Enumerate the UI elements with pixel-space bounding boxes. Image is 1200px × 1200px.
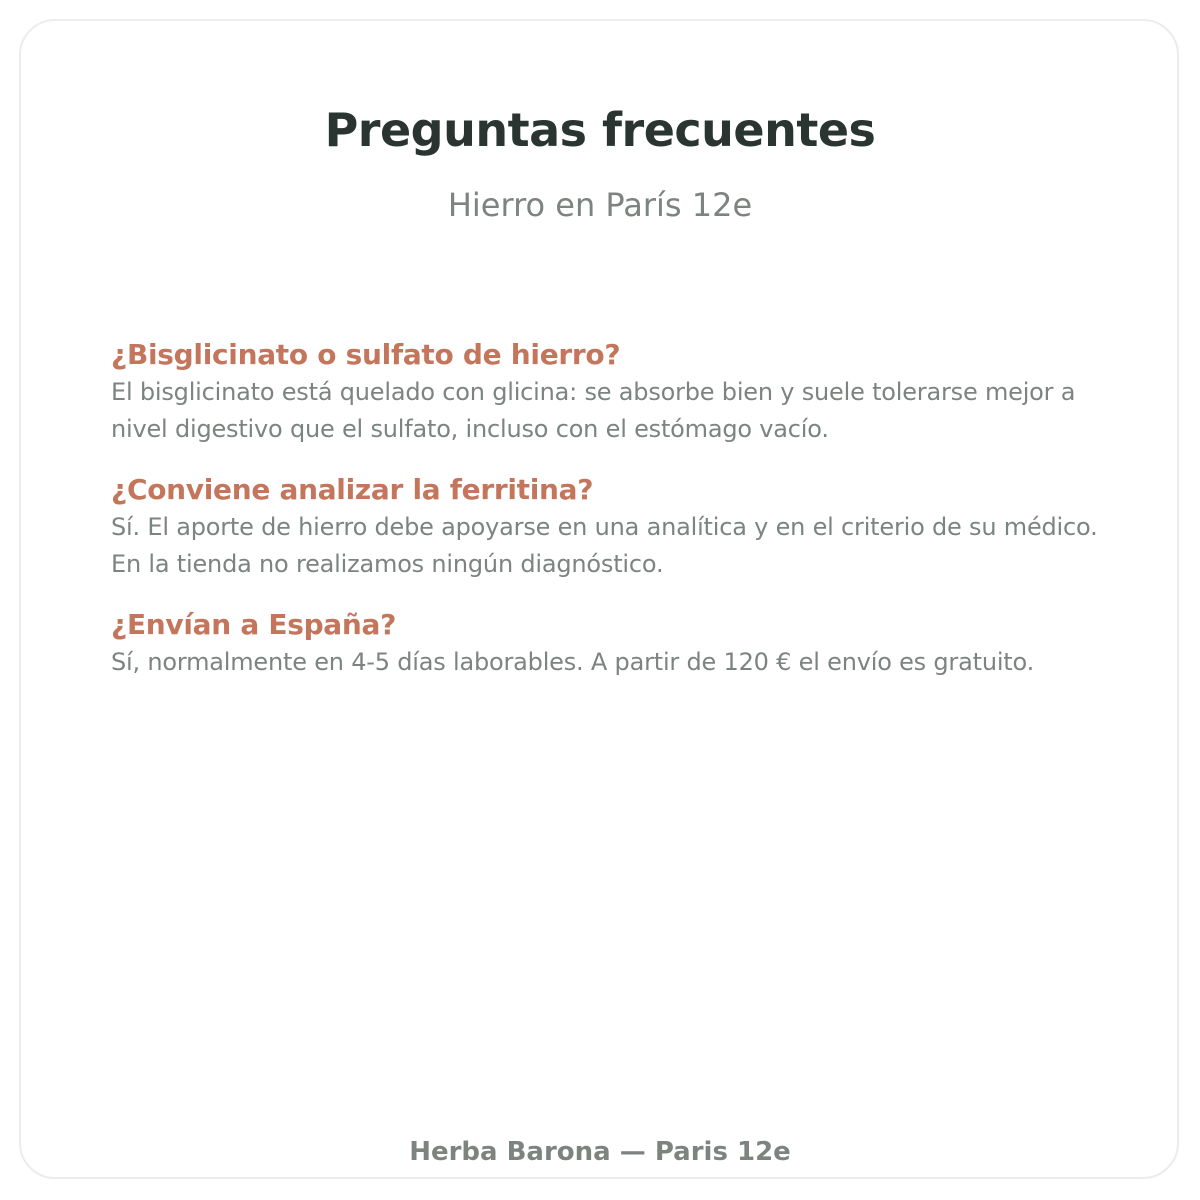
- page-subtitle: Hierro en París 12e: [447, 186, 753, 224]
- faq-question: ¿Conviene analizar la ferritina?: [111, 473, 594, 506]
- footer-store-name: Herba Barona — Paris 12e: [409, 1137, 791, 1167]
- faq-question: ¿Envían a España?: [111, 608, 397, 641]
- faq-question: ¿Bisglicinato o sulfato de hierro?: [111, 338, 621, 371]
- faq-answer: El bisglicinato está quelado con glicina: se absorbe bien y suele tolerarse mejor a nivel digestivo que el sulfato, incluso con el estómago vacío.: [111, 378, 1076, 443]
- faq-item-bisglicinato: [111, 336, 1111, 448]
- faq-list: [111, 336, 1111, 704]
- faq-item-ferritina: [111, 471, 1111, 583]
- faq-answer: Sí, normalmente en 4-5 días laborables. A partir de 120 € el envío es gratuito.: [111, 648, 1035, 676]
- faq-item-envios: [111, 606, 1111, 681]
- page-title: Preguntas frecuentes: [324, 103, 876, 157]
- faq-answer: Sí. El aporte de hierro debe apoyarse en una analítica y en el criterio de su médico. En la tienda no realizamos ningún diagnóstico.: [111, 513, 1098, 578]
